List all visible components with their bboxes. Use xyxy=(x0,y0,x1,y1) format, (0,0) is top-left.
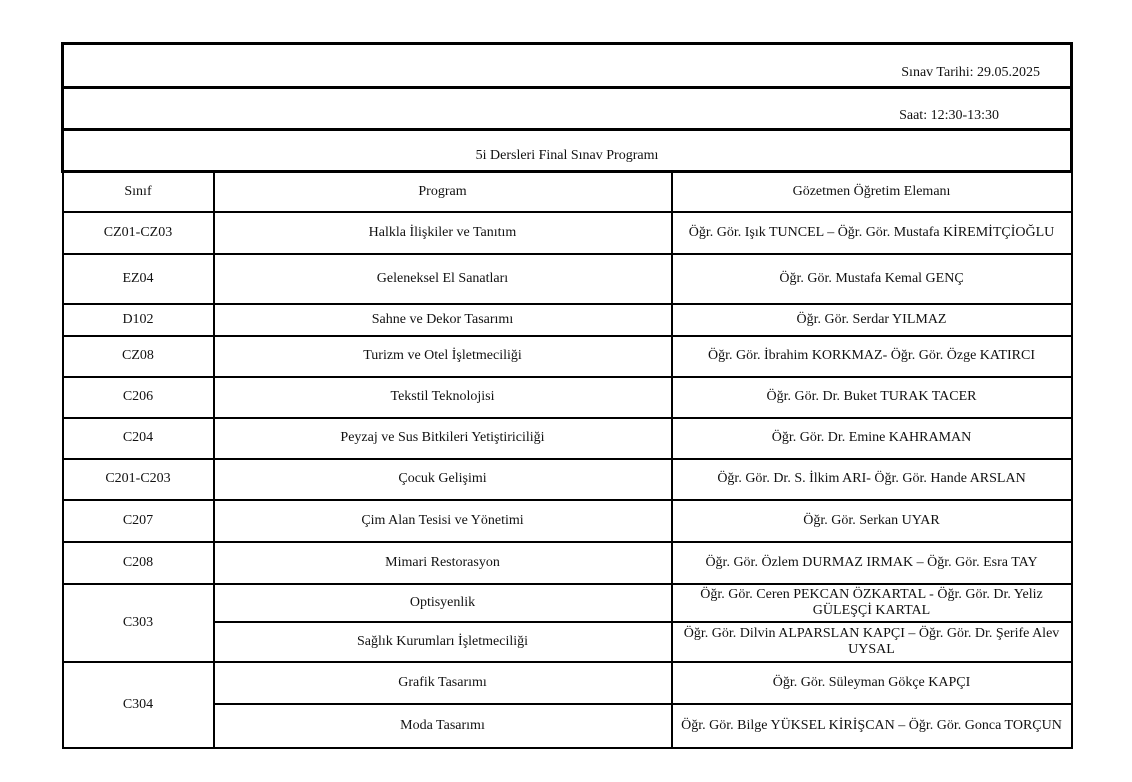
sinif-cell: C207 xyxy=(63,500,214,542)
title-cell xyxy=(63,130,1072,172)
program-cell: Geleneksel El Sanatları xyxy=(214,254,672,304)
gozetmen-cell: Öğr. Gör. Mustafa Kemal GENÇ xyxy=(672,254,1072,304)
sinif-cell: CZ08 xyxy=(63,336,214,377)
program-cell: Halkla İlişkiler ve Tanıtım xyxy=(214,212,672,254)
column-header-sinif: Sınıf xyxy=(63,172,214,212)
gozetmen-cell: Öğr. Gör. Dilvin ALPARSLAN KAPÇI – Öğr. Gör. Dr. Şerife Alev UYSAL xyxy=(672,622,1072,662)
sinif-cell: C304 xyxy=(63,662,214,748)
table-row xyxy=(63,500,1072,542)
exam-date-cell xyxy=(63,44,1072,88)
table-row xyxy=(63,212,1072,254)
column-header-row xyxy=(63,172,1072,212)
table-row xyxy=(63,622,1072,662)
program-cell: Grafik Tasarımı xyxy=(214,662,672,704)
exam-time-cell xyxy=(63,88,1072,130)
program-cell: Sahne ve Dekor Tasarımı xyxy=(214,304,672,336)
gozetmen-cell: Öğr. Gör. Dr. Emine KAHRAMAN xyxy=(672,418,1072,459)
table-row xyxy=(63,304,1072,336)
sinif-cell: C201-C203 xyxy=(63,459,214,500)
gozetmen-cell: Öğr. Gör. İbrahim KORKMAZ- Öğr. Gör. Özge KATIRCI xyxy=(672,336,1072,377)
exam-schedule-table xyxy=(61,42,1073,749)
sinif-cell: C206 xyxy=(63,377,214,418)
gozetmen-cell: Öğr. Gör. Dr. Buket TURAK TACER xyxy=(672,377,1072,418)
schedule-title: 5i Dersleri Final Sınav Programı xyxy=(475,147,659,163)
gozetmen-cell: Öğr. Gör. Özlem DURMAZ IRMAK – Öğr. Gör. Esra TAY xyxy=(672,542,1072,584)
sinif-cell: C204 xyxy=(63,418,214,459)
program-cell: Çocuk Gelişimi xyxy=(214,459,672,500)
gozetmen-cell: Öğr. Gör. Süleyman Gökçe KAPÇI xyxy=(672,662,1072,704)
table-row xyxy=(63,418,1072,459)
table-row xyxy=(63,336,1072,377)
program-cell: Çim Alan Tesisi ve Yönetimi xyxy=(214,500,672,542)
sinif-cell: C303 xyxy=(63,584,214,662)
exam-time: Saat: 12:30-13:30 xyxy=(899,107,1000,123)
exam-time-row xyxy=(63,88,1072,130)
program-cell: Turizm ve Otel İşletmeciliği xyxy=(214,336,672,377)
program-cell: Tekstil Teknolojisi xyxy=(214,377,672,418)
table-row xyxy=(63,584,1072,622)
program-cell: Moda Tasarımı xyxy=(214,704,672,748)
sinif-cell: EZ04 xyxy=(63,254,214,304)
column-header-program: Program xyxy=(214,172,672,212)
table-row xyxy=(63,377,1072,418)
column-header-gozetmen: Gözetmen Öğretim Elemanı xyxy=(672,172,1072,212)
table-row xyxy=(63,662,1072,704)
program-cell: Mimari Restorasyon xyxy=(214,542,672,584)
table-row xyxy=(63,704,1072,748)
exam-date-row xyxy=(63,44,1072,88)
gozetmen-cell: Öğr. Gör. Işık TUNCEL – Öğr. Gör. Mustafa KİREMİTÇİOĞLU xyxy=(672,212,1072,254)
table-row xyxy=(63,542,1072,584)
program-cell: Optisyenlik xyxy=(214,584,672,622)
table-row xyxy=(63,459,1072,500)
table-row xyxy=(63,254,1072,304)
sinif-cell: C208 xyxy=(63,542,214,584)
gozetmen-cell: Öğr. Gör. Bilge YÜKSEL KİRİŞCAN – Öğr. Gör. Gonca TORÇUN xyxy=(672,704,1072,748)
program-cell: Peyzaj ve Sus Bitkileri Yetiştiriciliği xyxy=(214,418,672,459)
title-row xyxy=(63,130,1072,172)
sinif-cell: CZ01-CZ03 xyxy=(63,212,214,254)
gozetmen-cell: Öğr. Gör. Serkan UYAR xyxy=(672,500,1072,542)
exam-date: Sınav Tarihi: 29.05.2025 xyxy=(901,64,1041,80)
gozetmen-cell: Öğr. Gör. Serdar YILMAZ xyxy=(672,304,1072,336)
gozetmen-cell: Öğr. Gör. Dr. S. İlkim ARI- Öğr. Gör. Hande ARSLAN xyxy=(672,459,1072,500)
gozetmen-cell: Öğr. Gör. Ceren PEKCAN ÖZKARTAL - Öğr. Gör. Dr. Yeliz GÜLEŞÇİ KARTAL xyxy=(672,584,1072,622)
program-cell: Sağlık Kurumları İşletmeciliği xyxy=(214,622,672,662)
sinif-cell: D102 xyxy=(63,304,214,336)
